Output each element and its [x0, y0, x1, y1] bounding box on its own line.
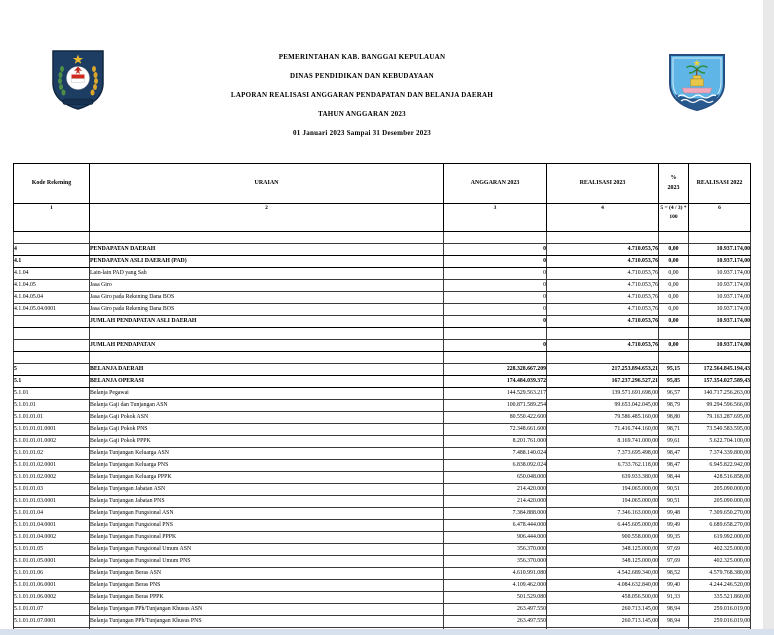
cell-anggaran-2023: 214.420.000: [444, 484, 547, 496]
cell-realisasi-2022: 172.564.845.194,43: [689, 364, 751, 376]
table-row: [14, 424, 751, 436]
cell-realisasi-2023: 4.710.053,76: [547, 268, 659, 280]
cell-realisasi-2023: 7.346.163.000,00: [547, 508, 659, 520]
table-row: [14, 364, 751, 376]
cell-pct-2023: [659, 232, 689, 244]
cell-code: 5.1.01.01.05: [14, 544, 90, 556]
cell-uraian: Belanja Tunjangan Keluarga PNS: [90, 460, 444, 472]
cell-code: 5: [14, 364, 90, 376]
cell-uraian: Belanja Gaji dan Tunjangan ASN: [90, 400, 444, 412]
cell-pct-2023: 98,71: [659, 424, 689, 436]
cell-anggaran-2023: [444, 232, 547, 244]
cell-pct-2023: 98,47: [659, 448, 689, 460]
table-row: [14, 508, 751, 520]
cell-uraian: JUMLAH PENDAPATAN: [90, 340, 444, 352]
cell-realisasi-2022: 4.244.246.520,00: [689, 580, 751, 592]
cell-pct-2023: 90,51: [659, 496, 689, 508]
cell-code: [14, 328, 90, 340]
cell-anggaran-2023: [444, 328, 547, 340]
cell-realisasi-2023: 260.713.145,00: [547, 616, 659, 628]
cell-pct-2023: 0,00: [659, 280, 689, 292]
cell-anggaran-2023: 100.871.589.254: [444, 400, 547, 412]
document-header: [0, 49, 774, 159]
table-header-row: [14, 164, 751, 204]
cell-pct-2023: 98,44: [659, 472, 689, 484]
cell-pct-2023: 98,47: [659, 460, 689, 472]
cell-pct-2023: 90,51: [659, 484, 689, 496]
blank-row: [14, 328, 751, 340]
banggai-kepulauan-logo: [666, 51, 728, 113]
table-row: [14, 556, 751, 568]
fiscal-year: TAHUN ANGGARAN 2023: [318, 110, 406, 118]
cell-uraian: Lain-lain PAD yang Sah: [90, 268, 444, 280]
cell-uraian: [90, 232, 444, 244]
cell-uraian: Belanja Gaji Pokok PPPK: [90, 436, 444, 448]
cell-code: 4.1.04.05.04: [14, 292, 90, 304]
cell-code: 5.1.01.01.06.0001: [14, 580, 90, 592]
cell-code: 5.1.01.01.01.0002: [14, 436, 90, 448]
cell-realisasi-2023: 4.084.632.840,00: [547, 580, 659, 592]
cell-uraian: BELANJA OPERASI: [90, 376, 444, 388]
table-row: [14, 604, 751, 616]
cell-realisasi-2023: 6.733.762.118,00: [547, 460, 659, 472]
cell-pct-2023: 99,48: [659, 508, 689, 520]
table-row: [14, 340, 751, 352]
cell-anggaran-2023: 72.348.661.600: [444, 424, 547, 436]
cell-pct-2023: 99,35: [659, 532, 689, 544]
blank-row: [14, 352, 751, 364]
cell-anggaran-2023: 0: [444, 268, 547, 280]
table-row: [14, 280, 751, 292]
cell-realisasi-2022: 7.309.650.270,00: [689, 508, 751, 520]
cell-anggaran-2023: 356.370.000: [444, 556, 547, 568]
cell-pct-2023: 98,94: [659, 616, 689, 628]
cell-code: [14, 352, 90, 364]
cell-anggaran-2023: 228.328.667.209: [444, 364, 547, 376]
table-row: [14, 412, 751, 424]
cell-uraian: Belanja Gaji Pokok PNS: [90, 424, 444, 436]
cell-realisasi-2023: 79.586.485.160,00: [547, 412, 659, 424]
government-name: PEMERINTAHAN KAB. BANGGAI KEPULAUAN: [278, 53, 446, 61]
cell-anggaran-2023: 0: [444, 280, 547, 292]
cell-pct-2023: 0,00: [659, 304, 689, 316]
cell-anggaran-2023: 6.478.444.000: [444, 520, 547, 532]
cell-pct-2023: 0,00: [659, 292, 689, 304]
cell-pct-2023: 95,85: [659, 376, 689, 388]
cell-anggaran-2023: 0: [444, 304, 547, 316]
cell-uraian: Belanja Gaji Pokok ASN: [90, 412, 444, 424]
col-header-pct-2023: [659, 164, 689, 204]
cell-anggaran-2023: 214.420.000: [444, 496, 547, 508]
cell-realisasi-2023: [547, 352, 659, 364]
cell-realisasi-2022: 6.689.658.270,00: [689, 520, 751, 532]
cell-realisasi-2023: 4.710.053,76: [547, 280, 659, 292]
cell-realisasi-2022: 259.016.019,00: [689, 604, 751, 616]
cell-uraian: Jasa Giro pada Rekening Dana BOS: [90, 292, 444, 304]
cell-realisasi-2022: 10.937.174,00: [689, 268, 751, 280]
cell-uraian: Belanja Tunjangan Jabatan ASN: [90, 484, 444, 496]
table-row: [14, 460, 751, 472]
table-row: [14, 436, 751, 448]
col-header-anggaran-2023: ANGGARAN 2023: [444, 164, 547, 204]
cell-anggaran-2023: 144.529.563.217: [444, 388, 547, 400]
cell-uraian: Belanja Tunjangan PPh/Tunjangan Khusus ASN: [90, 604, 444, 616]
cell-code: 5.1.01: [14, 388, 90, 400]
cell-anggaran-2023: 0: [444, 256, 547, 268]
cell-pct-2023: 97,69: [659, 544, 689, 556]
cell-realisasi-2023: 167.237.296.527,21: [547, 376, 659, 388]
cell-realisasi-2023: 217.253.894.653,21: [547, 364, 659, 376]
cell-realisasi-2022: 140.717.256.263,00: [689, 388, 751, 400]
bottom-edge-strip: [0, 629, 774, 635]
cell-code: 5.1.01.01.07: [14, 604, 90, 616]
col-number-4: 4: [547, 204, 659, 232]
cell-realisasi-2023: 348.125.000,00: [547, 556, 659, 568]
cell-uraian: Belanja Tunjangan Fungsional Umum ASN: [90, 544, 444, 556]
cell-code: [14, 340, 90, 352]
cell-code: 4: [14, 244, 90, 256]
col-header-realisasi-2022: REALISASI 2022: [689, 164, 751, 204]
cell-realisasi-2023: 4.710.053,76: [547, 256, 659, 268]
cell-realisasi-2023: 194.065.000,00: [547, 484, 659, 496]
table-row: [14, 304, 751, 316]
cell-realisasi-2022: 10.937.174,00: [689, 292, 751, 304]
cell-realisasi-2023: 4.710.053,76: [547, 316, 659, 328]
cell-realisasi-2022: 619.992.000,00: [689, 532, 751, 544]
cell-code: 5.1.01.01.01.0001: [14, 424, 90, 436]
cell-realisasi-2023: 458.056.500,00: [547, 592, 659, 604]
cell-pct-2023: 0,00: [659, 256, 689, 268]
agency-name: DINAS PENDIDIKAN DAN KEBUDAYAAN: [290, 72, 434, 80]
cell-anggaran-2023: 7.488.140.024: [444, 448, 547, 460]
cell-pct-2023: 97,69: [659, 556, 689, 568]
cell-realisasi-2022: [689, 328, 751, 340]
cell-realisasi-2022: 10.937.174,00: [689, 304, 751, 316]
cell-realisasi-2023: 71.416.744.160,00: [547, 424, 659, 436]
cell-anggaran-2023: 906.444.000: [444, 532, 547, 544]
cell-code: 4.1.04: [14, 268, 90, 280]
col-number-2: 2: [90, 204, 444, 232]
cell-code: 4.1.04.05: [14, 280, 90, 292]
table-row: [14, 496, 751, 508]
cell-code: 5.1.01.01.06.0002: [14, 592, 90, 604]
cell-anggaran-2023: 80.550.422.600: [444, 412, 547, 424]
cell-anggaran-2023: 8.201.761.000: [444, 436, 547, 448]
cell-realisasi-2023: 4.710.053,76: [547, 244, 659, 256]
cell-uraian: Belanja Tunjangan Keluarga PPPK: [90, 472, 444, 484]
cell-realisasi-2022: [689, 232, 751, 244]
cell-realisasi-2022: [689, 352, 751, 364]
cell-uraian: JUMLAH PENDAPATAN ASLI DAERAH: [90, 316, 444, 328]
cell-pct-2023: 0,00: [659, 244, 689, 256]
cell-uraian: Belanja Tunjangan Jabatan PNS: [90, 496, 444, 508]
cell-uraian: [90, 352, 444, 364]
cell-anggaran-2023: 4.610.991.080: [444, 568, 547, 580]
cell-uraian: Belanja Tunjangan Beras ASN: [90, 568, 444, 580]
cell-realisasi-2023: 4.542.689.340,00: [547, 568, 659, 580]
col-number-5: 5 = (4 / 3) * 100: [659, 204, 689, 232]
cell-realisasi-2023: 900.558.000,00: [547, 532, 659, 544]
cell-code: 4.1: [14, 256, 90, 268]
budget-table: [13, 163, 751, 635]
cell-uraian: Belanja Tunjangan Fungsional PNS: [90, 520, 444, 532]
table-body: [14, 232, 751, 635]
cell-realisasi-2022: 10.937.174,00: [689, 340, 751, 352]
col-number-1: 1: [14, 204, 90, 232]
table-row: [14, 268, 751, 280]
cell-realisasi-2023: 4.710.053,76: [547, 340, 659, 352]
cell-pct-2023: 96,57: [659, 388, 689, 400]
cell-code: [14, 316, 90, 328]
cell-realisasi-2022: 205.090.000,00: [689, 496, 751, 508]
cell-code: 5.1.01.01.01: [14, 412, 90, 424]
cell-code: 5.1.01.01.06: [14, 568, 90, 580]
cell-uraian: Belanja Tunjangan Keluarga ASN: [90, 448, 444, 460]
table-row: [14, 400, 751, 412]
cell-uraian: BELANJA DAERAH: [90, 364, 444, 376]
cell-realisasi-2022: 6.945.822.942,00: [689, 460, 751, 472]
cell-realisasi-2023: 99.653.042.045,00: [547, 400, 659, 412]
cell-pct-2023: 91,33: [659, 592, 689, 604]
blank-row: [14, 232, 751, 244]
cell-realisasi-2023: 4.710.053,76: [547, 292, 659, 304]
cell-realisasi-2023: [547, 328, 659, 340]
col-header-realisasi-2023: REALISASI 2023: [547, 164, 659, 204]
cell-realisasi-2023: 8.169.741.000,00: [547, 436, 659, 448]
cell-uraian: Jasa Giro: [90, 280, 444, 292]
cell-anggaran-2023: [444, 352, 547, 364]
table-row: [14, 616, 751, 628]
cell-pct-2023: [659, 328, 689, 340]
cell-anggaran-2023: 356.370.000: [444, 544, 547, 556]
cell-code: 5.1.01.01.07.0001: [14, 616, 90, 628]
table-row: [14, 316, 751, 328]
table-row: [14, 448, 751, 460]
cell-uraian: PENDAPATAN DAERAH: [90, 244, 444, 256]
cell-anggaran-2023: 6.838.092.024: [444, 460, 547, 472]
cell-anggaran-2023: 263.497.550: [444, 616, 547, 628]
cell-realisasi-2022: 402.325.000,00: [689, 556, 751, 568]
table-row: [14, 568, 751, 580]
cell-code: 5.1: [14, 376, 90, 388]
cell-realisasi-2023: 6.445.605.000,00: [547, 520, 659, 532]
cell-pct-2023: 98,94: [659, 604, 689, 616]
cell-anggaran-2023: 0: [444, 244, 547, 256]
cell-code: 4.1.04.05.04.0001: [14, 304, 90, 316]
cell-code: 5.1.01.01.02.0002: [14, 472, 90, 484]
table-row: [14, 580, 751, 592]
cell-anggaran-2023: 7.384.888.000: [444, 508, 547, 520]
cell-code: 5.1.01.01: [14, 400, 90, 412]
col-number-6: 6: [689, 204, 751, 232]
table-row: [14, 592, 751, 604]
cell-uraian: Belanja Tunjangan PPh/Tunjangan Khusus PNS: [90, 616, 444, 628]
cell-realisasi-2022: 73.540.583.595,00: [689, 424, 751, 436]
cell-realisasi-2022: 10.937.174,00: [689, 316, 751, 328]
kemendagri-logo: [50, 49, 106, 111]
table-row: [14, 292, 751, 304]
cell-realisasi-2023: 639.933.380,00: [547, 472, 659, 484]
cell-realisasi-2022: 157.354.027.589,43: [689, 376, 751, 388]
document-title-block: [162, 53, 562, 148]
cell-uraian: Belanja Tunjangan Fungsional Umum PNS: [90, 556, 444, 568]
cell-realisasi-2022: 10.937.174,00: [689, 256, 751, 268]
cell-realisasi-2023: 194.065.000,00: [547, 496, 659, 508]
cell-uraian: Belanja Tunjangan Beras PNS: [90, 580, 444, 592]
cell-pct-2023: 99,49: [659, 520, 689, 532]
cell-realisasi-2023: 260.713.145,00: [547, 604, 659, 616]
cell-anggaran-2023: 263.497.550: [444, 604, 547, 616]
cell-realisasi-2022: 79.163.287.695,00: [689, 412, 751, 424]
cell-pct-2023: 98,80: [659, 412, 689, 424]
cell-realisasi-2022: 7.374.339.800,00: [689, 448, 751, 460]
table-row: [14, 256, 751, 268]
table-row: [14, 544, 751, 556]
cell-anggaran-2023: 0: [444, 340, 547, 352]
cell-uraian: Jasa Giro pada Rekening Dana BOS: [90, 304, 444, 316]
cell-pct-2023: 0,00: [659, 268, 689, 280]
cell-realisasi-2023: 7.373.695.498,00: [547, 448, 659, 460]
right-edge-strip: [763, 0, 774, 635]
table-row: [14, 376, 751, 388]
cell-uraian: Belanja Pegawai: [90, 388, 444, 400]
cell-code: 5.1.01.01.03.0001: [14, 496, 90, 508]
table-row: [14, 472, 751, 484]
cell-code: 5.1.01.01.03: [14, 484, 90, 496]
cell-realisasi-2022: 99.294.596.566,00: [689, 400, 751, 412]
pct-symbol: %: [670, 174, 677, 181]
cell-realisasi-2023: [547, 232, 659, 244]
cell-code: 5.1.01.01.04.0001: [14, 520, 90, 532]
cell-realisasi-2022: 5.622.704.100,00: [689, 436, 751, 448]
col-header-uraian: URAIAN: [90, 164, 444, 204]
pct-year: 2023: [667, 184, 680, 191]
col-number-3: 3: [444, 204, 547, 232]
cell-anggaran-2023: 0: [444, 316, 547, 328]
cell-realisasi-2022: 402.325.000,00: [689, 544, 751, 556]
col-header-kode-rekening: Kode Rekening: [14, 164, 90, 204]
cell-code: [14, 232, 90, 244]
cell-code: 5.1.01.01.04: [14, 508, 90, 520]
cell-realisasi-2022: 335.521.860,00: [689, 592, 751, 604]
cell-realisasi-2023: 348.125.000,00: [547, 544, 659, 556]
column-number-row: [14, 204, 751, 232]
cell-anggaran-2023: 501.529.080: [444, 592, 547, 604]
report-title: LAPORAN REALISASI ANGGARAN PENDAPATAN DAN BELANJA DAERAH: [230, 91, 494, 99]
cell-uraian: Belanja Tunjangan Fungsional ASN: [90, 508, 444, 520]
cell-code: 5.1.01.01.04.0002: [14, 532, 90, 544]
cell-anggaran-2023: 174.484.039.372: [444, 376, 547, 388]
cell-realisasi-2023: 139.571.691.698,00: [547, 388, 659, 400]
period-range: 01 Januari 2023 Sampai 31 Desember 2023: [293, 129, 431, 137]
cell-pct-2023: 99,40: [659, 580, 689, 592]
cell-anggaran-2023: 4.109.462.000: [444, 580, 547, 592]
cell-realisasi-2022: 205.090.000,00: [689, 484, 751, 496]
table-row: [14, 484, 751, 496]
cell-pct-2023: [659, 352, 689, 364]
cell-pct-2023: 0,00: [659, 316, 689, 328]
cell-realisasi-2023: 4.710.053,76: [547, 304, 659, 316]
cell-anggaran-2023: 650.048.000: [444, 472, 547, 484]
cell-pct-2023: 98,79: [659, 400, 689, 412]
cell-pct-2023: 98,52: [659, 568, 689, 580]
cell-realisasi-2022: 428.516.858,00: [689, 472, 751, 484]
cell-realisasi-2022: 10.937.174,00: [689, 244, 751, 256]
cell-anggaran-2023: 0: [444, 292, 547, 304]
cell-code: 5.1.01.01.02: [14, 448, 90, 460]
cell-pct-2023: 0,00: [659, 340, 689, 352]
cell-realisasi-2022: 259.016.019,00: [689, 616, 751, 628]
table-row: [14, 520, 751, 532]
cell-uraian: Belanja Tunjangan Beras PPPK: [90, 592, 444, 604]
cell-uraian: Belanja Tunjangan Fungsional PPPK: [90, 532, 444, 544]
cell-uraian: [90, 328, 444, 340]
cell-pct-2023: 95,15: [659, 364, 689, 376]
table-row: [14, 244, 751, 256]
cell-code: 5.1.01.01.02.0001: [14, 460, 90, 472]
cell-realisasi-2022: 10.937.174,00: [689, 280, 751, 292]
cell-code: 5.1.01.01.05.0001: [14, 556, 90, 568]
cell-realisasi-2022: 4.579.768.380,00: [689, 568, 751, 580]
cell-uraian: PENDAPATAN ASLI DAERAH (PAD): [90, 256, 444, 268]
table-row: [14, 388, 751, 400]
table-row: [14, 532, 751, 544]
cell-pct-2023: 99,61: [659, 436, 689, 448]
